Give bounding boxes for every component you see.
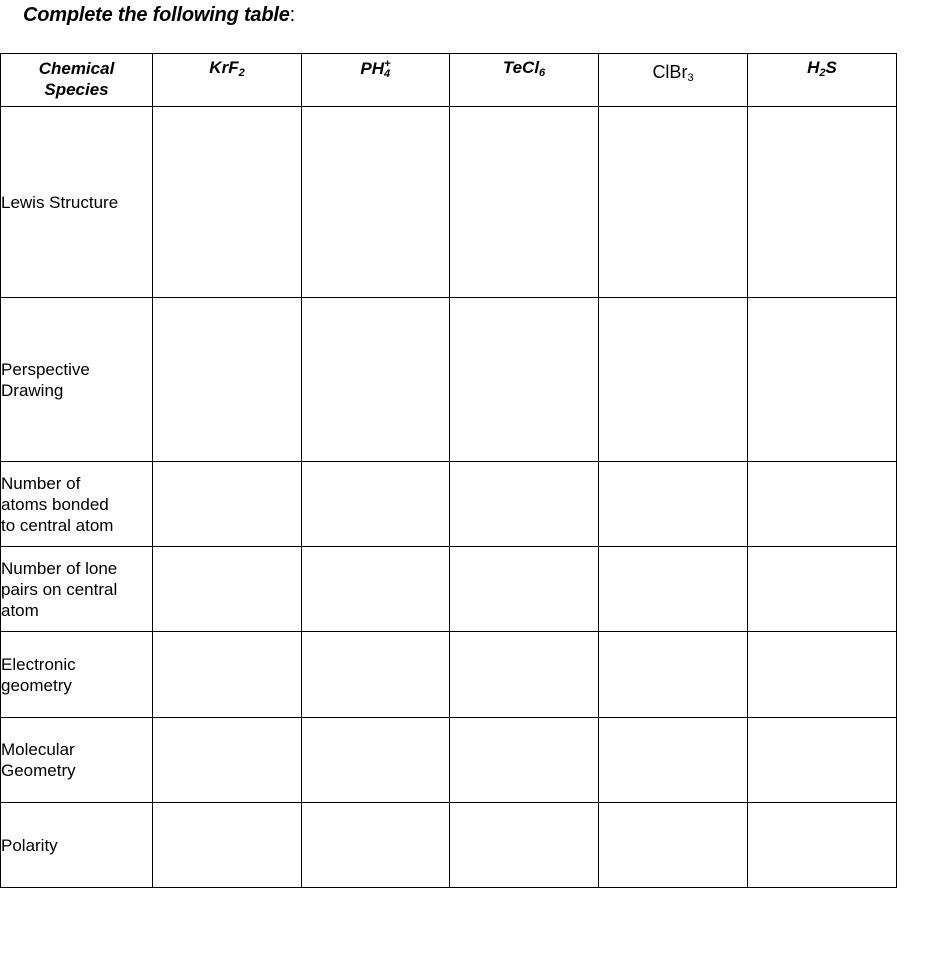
row-label [1, 547, 153, 632]
answer-cell-tecl6[interactable] [450, 803, 599, 888]
answer-cell-tecl6[interactable] [450, 107, 599, 298]
row-label-line: atoms bonded [1, 494, 109, 514]
row-lone-pairs [1, 547, 897, 632]
row-electronic-geometry [1, 632, 897, 718]
answer-cell-tecl6[interactable] [450, 718, 599, 803]
answer-cell-clbr3[interactable] [599, 803, 748, 888]
species-base: ClBr [652, 62, 688, 82]
species-header-h2s [748, 54, 897, 107]
row-label-line: to central atom [1, 515, 114, 535]
answer-cell-tecl6[interactable] [450, 632, 599, 718]
answer-cell-tecl6[interactable] [450, 547, 599, 632]
answer-cell-h2s[interactable] [748, 107, 897, 298]
answer-cell-tecl6[interactable] [450, 298, 599, 462]
row-label [1, 107, 153, 298]
row-label [1, 632, 153, 718]
row-label-line: Molecular [1, 740, 75, 759]
answer-cell-ph4[interactable] [302, 107, 450, 298]
answer-cell-h2s[interactable] [748, 547, 897, 632]
answer-cell-ph4[interactable] [302, 462, 450, 547]
row-label-line: Lewis Structure [1, 192, 119, 212]
title-text: Complete the following table [23, 4, 290, 26]
answer-cell-h2s[interactable] [748, 803, 897, 888]
answer-cell-ph4[interactable] [302, 547, 450, 632]
species-header-clbr3 [599, 54, 748, 107]
species-base: H [807, 58, 820, 77]
answer-cell-clbr3[interactable] [599, 718, 748, 803]
header-row [1, 54, 897, 107]
page-title [23, 4, 295, 27]
answer-cell-ph4[interactable] [302, 803, 450, 888]
species-base: KrF [209, 58, 239, 77]
answer-cell-krf2[interactable] [153, 107, 302, 298]
answer-cell-ph4[interactable] [302, 632, 450, 718]
row-label-line: atom [1, 600, 39, 620]
row-atoms-bonded [1, 462, 897, 547]
answer-cell-clbr3[interactable] [599, 632, 748, 718]
row-label-line: Number of [1, 473, 81, 493]
species-header-tecl6 [450, 54, 599, 107]
header-label-line-1: Chemical [38, 59, 115, 78]
row-label [1, 718, 153, 803]
title-colon: : [289, 4, 295, 26]
species-subscript: 6 [539, 67, 546, 79]
row-label-line: Polarity [1, 835, 58, 855]
answer-cell-h2s[interactable] [748, 298, 897, 462]
species-tail: S [825, 58, 837, 77]
answer-cell-krf2[interactable] [153, 547, 302, 632]
answer-cell-krf2[interactable] [153, 803, 302, 888]
answer-cell-tecl6[interactable] [450, 462, 599, 547]
row-molecular-geometry [1, 718, 897, 803]
species-subscript: 3 [687, 72, 694, 84]
answer-cell-clbr3[interactable] [599, 107, 748, 298]
species-charge: + [384, 58, 391, 70]
row-label-line: Perspective [1, 359, 90, 379]
species-subscript: 2 [238, 67, 245, 79]
answer-cell-krf2[interactable] [153, 632, 302, 718]
row-label-line: geometry [1, 675, 72, 695]
row-label-line: Electronic [1, 654, 76, 674]
answer-cell-ph4[interactable] [302, 718, 450, 803]
row-label-line: Number of lone [1, 558, 118, 578]
answer-cell-krf2[interactable] [153, 298, 302, 462]
row-label-line: Geometry [1, 761, 76, 780]
answer-cell-krf2[interactable] [153, 462, 302, 547]
species-base: TeCl [502, 58, 540, 77]
row-lewis-structure [1, 107, 897, 298]
species-header-ph4 [302, 54, 450, 107]
chemical-species-header [1, 54, 153, 107]
answer-cell-clbr3[interactable] [599, 298, 748, 462]
answer-cell-clbr3[interactable] [599, 462, 748, 547]
row-label [1, 298, 153, 462]
row-label [1, 803, 153, 888]
header-label-line-2: Species [44, 80, 109, 99]
species-base: PH [360, 59, 385, 78]
molecule-table [0, 53, 897, 888]
row-label-line: pairs on central [1, 579, 118, 599]
row-perspective-drawing [1, 298, 897, 462]
answer-cell-h2s[interactable] [748, 632, 897, 718]
answer-cell-clbr3[interactable] [599, 547, 748, 632]
row-label [1, 462, 153, 547]
answer-cell-krf2[interactable] [153, 718, 302, 803]
species-subscript: 2 [819, 67, 826, 79]
species-header-krf2 [153, 54, 302, 107]
row-label-line: Drawing [1, 380, 64, 400]
answer-cell-ph4[interactable] [302, 298, 450, 462]
answer-cell-h2s[interactable] [748, 462, 897, 547]
row-polarity [1, 803, 897, 888]
species-subscript: 4 [384, 68, 391, 80]
answer-cell-h2s[interactable] [748, 718, 897, 803]
